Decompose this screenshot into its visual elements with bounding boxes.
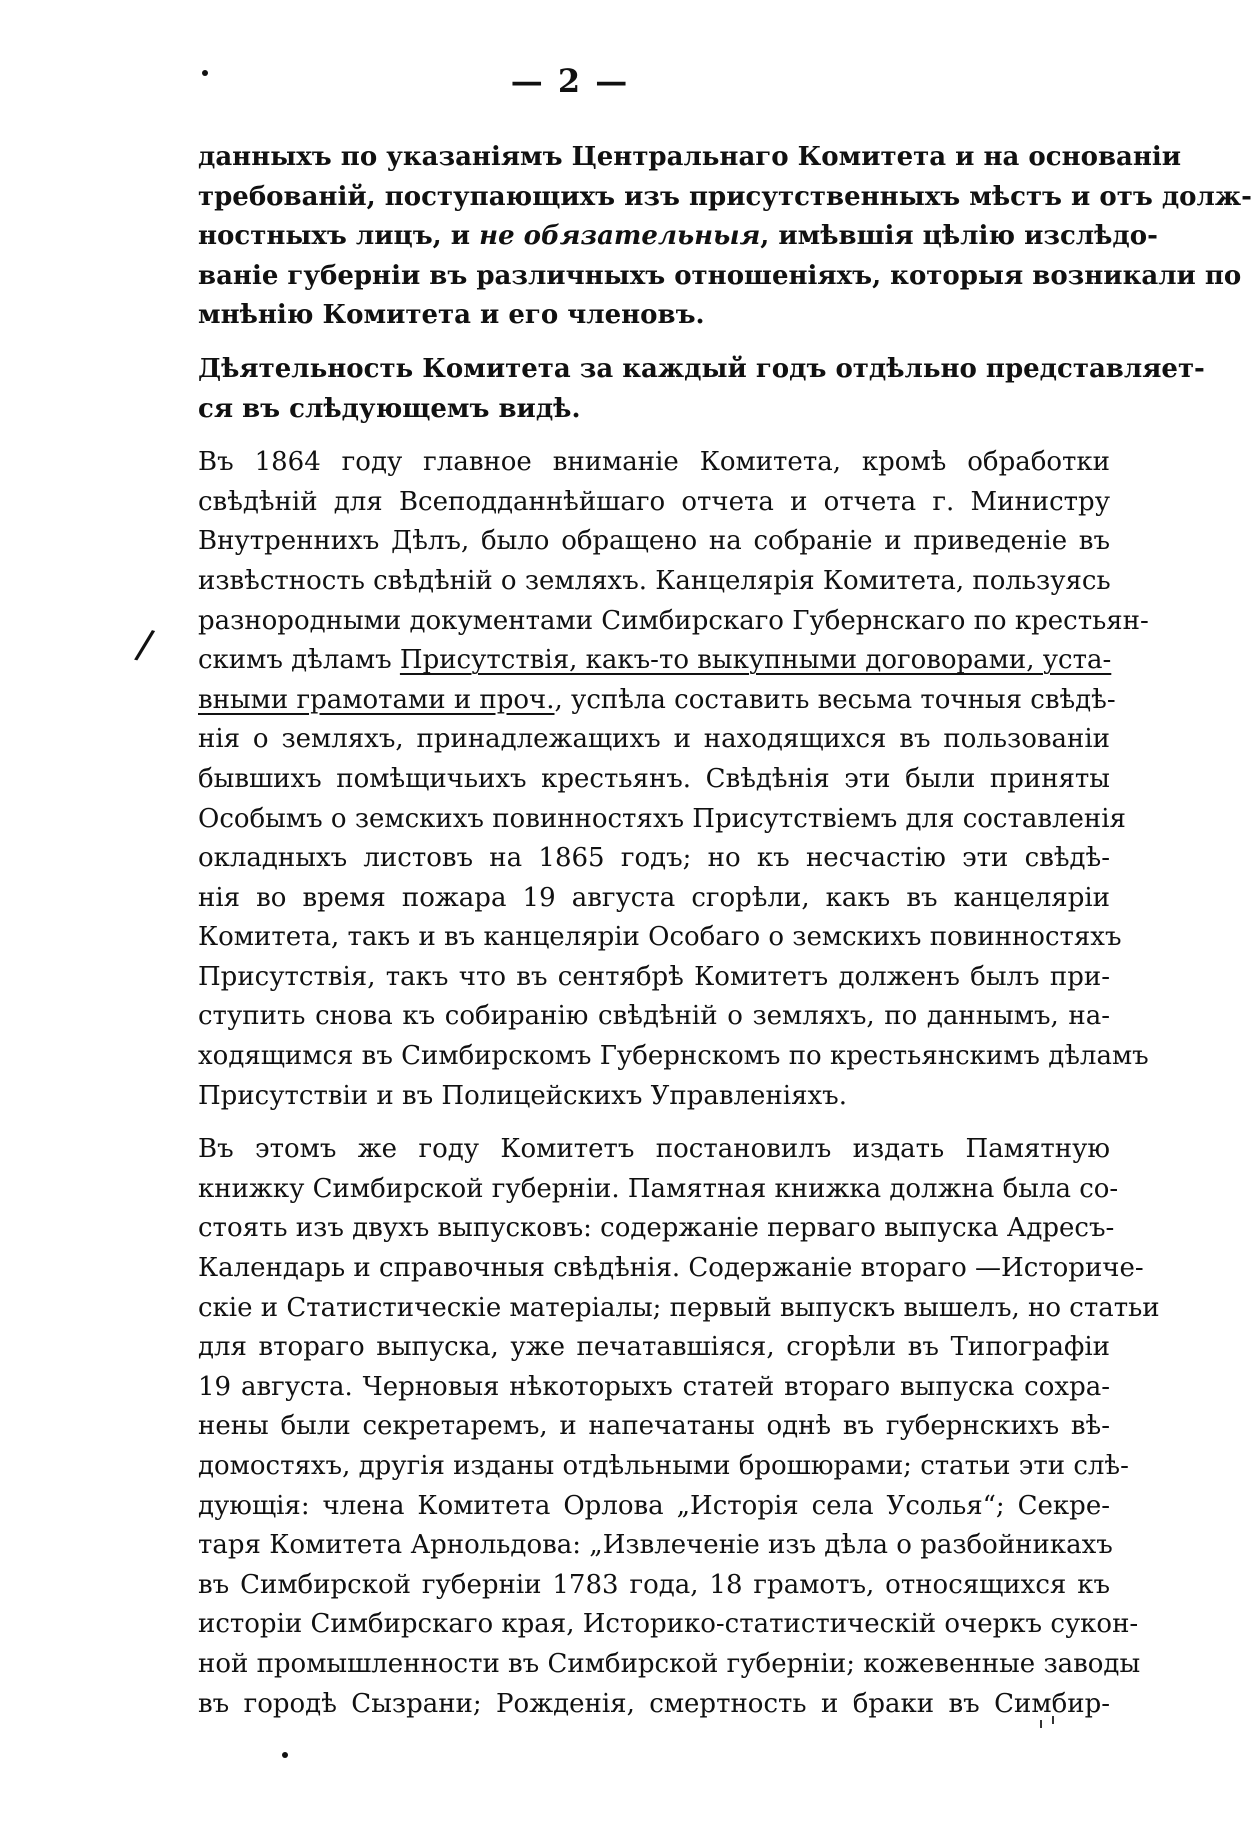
text-line: ходящимся въ Симбирскомъ Губернскомъ по крестьянскимъ дѣламъ [198,1041,1149,1072]
text-line: требованій, поступающихъ изъ присутственныхъ мѣстъ и отъ долж- [198,181,1252,212]
text-line: Въ 1864 году главное вниманіе Комитета, кромѣ обработки [198,447,1110,478]
text-line: извѣстность свѣдѣній о земляхъ. Канцелярія Комитета, пользуясь [198,565,1111,596]
text-line: Внутреннихъ Дѣлъ, было обращено на собраніе и приведеніе въ [198,526,1110,557]
text-line: домостяхъ, другія изданы отдѣльными брошюрами; статьи эти слѣ- [198,1451,1129,1481]
text-line [198,641,1110,681]
text-line: скіе и Статистическіе матеріалы; первый выпускъ вышелъ, но статьи [198,1292,1160,1323]
text-line: ступить снова къ собиранію свѣдѣній о земляхъ, по даннымъ, на- [198,1001,1110,1032]
emphasized-text: не обязательныя [479,221,761,252]
text-line: въ городѣ Сызрани; Рожденія, смертность и браки въ Симбир- [198,1688,1110,1719]
text-line: исторіи Симбирскаго края, Историко-статистическій очеркъ сукон- [198,1609,1139,1640]
paragraph-2 [198,350,1205,429]
text-line: нія о земляхъ, принадлежащихъ и находящихся въ пользованіи [198,724,1110,755]
text-line: бывшихъ помѣщичьихъ крестьянъ. Свѣдѣнія эти были приняты [198,763,1110,794]
text-line: нены были секретаремъ, и напечатаны однѣ въ губернскихъ вѣ- [198,1411,1110,1442]
text-line: 19 августа. Черновыя нѣкоторыхъ статей втораго выпуска сохра- [198,1371,1110,1402]
paragraph-1 [198,138,1252,336]
text-line [198,217,1158,257]
text-line: Особымъ о земскихъ повинностяхъ Присутствіемъ для составленія [198,803,1126,834]
underlined-text: вными грамотами и проч. [198,684,555,715]
text-line: Комитета, такъ и въ канцеляріи Особаго о земскихъ повинностяхъ [198,922,1122,953]
body-text [198,138,1252,1724]
paragraph-4 [198,1130,1160,1724]
text-line: данныхъ по указаніямъ Центральнаго Комитета и на основаніи [198,142,1182,172]
paragraph-3 [198,443,1149,1116]
text-line: Въ этомъ же году Комитетъ постановилъ издать Памятную [198,1134,1110,1165]
text-line: стоять изъ двухъ выпусковъ: содержаніе перваго выпуска Адресъ- [198,1213,1115,1244]
text-line: для втораго выпуска, уже печатавшіяся, сгорѣли въ Типографіи [198,1332,1110,1363]
text-line: Дѣятельность Комитета за каждый годъ отдѣльно представляет- [198,353,1205,384]
text-line: свѣдѣній для Всеподданнѣйшаго отчета и отчета г. Министру [198,486,1110,517]
text-line: книжку Симбирской губерніи. Памятная книжка должна была со- [198,1173,1119,1204]
text-line: разнородными документами Симбирскаго Губернскаго по крестьян- [198,605,1149,636]
text-line: ной промышленности въ Симбирской губерніи; кожевенные заводы [198,1648,1141,1679]
text-line: Календарь и справочныя свѣдѣнія. Содержаніе втораго —Историче- [198,1253,1144,1284]
text-line: Присутствія, такъ что въ сентябрѣ Комитетъ долженъ былъ при- [198,961,1110,992]
text-line [198,681,1116,721]
text-line: Присутствіи и въ Полицейскихъ Управленіяхъ. [198,1080,847,1111]
text-line: таря Комитета Арнольдова: „Извлеченіе изъ дѣла о разбойникахъ [198,1530,1113,1561]
text-segment: , имѣвшія цѣлію изслѣдо- [760,221,1158,252]
text-line: окладныхъ листовъ на 1865 годъ; но къ несчастію эти свѣдѣ- [198,843,1110,874]
margin-annotation-mark: / [132,621,157,669]
text-segment: , успѣла составить весьма точныя свѣдѣ- [554,684,1116,715]
text-line: нія во время пожара 19 августа сгорѣли, какъ въ канцеляріи [198,882,1110,913]
text-line: дующія: члена Комитета Орлова „Исторія села Усолья“; Секре- [198,1490,1110,1521]
text-line: ся въ слѣдующемъ видѣ. [198,393,581,424]
text-line: въ Симбирской губерніи 1783 года, 18 грамотъ, относящихся къ [198,1569,1110,1600]
ink-dot [282,1752,288,1758]
page-number: — 2 — [510,62,630,100]
underlined-text: Присутствія, какъ-то выкупными договорами, уста- [399,645,1112,676]
text-segment: ностныхъ лицъ, и [198,221,480,252]
text-line: ваніе губерніи въ различныхъ отношеніяхъ, которыя возникали по [198,260,1242,291]
text-line: мнѣнію Комитета и его членовъ. [198,300,705,331]
text-segment: скимъ дѣламъ [198,645,400,676]
